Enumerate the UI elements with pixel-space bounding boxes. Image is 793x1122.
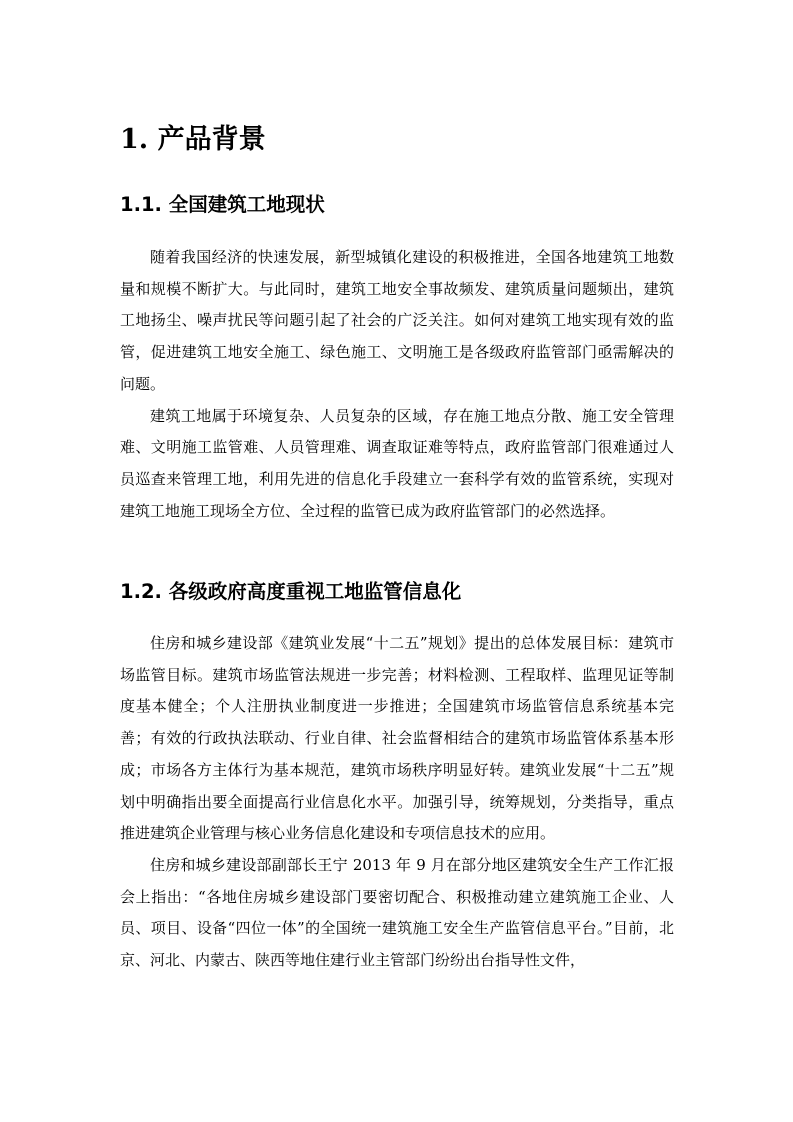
paragraph: 住房和城乡建设部副部长王宁 2013 年 9 月在部分地区建筑安全生产工作汇报会上指出：“各地住房城乡建设部门要密切配合、积极推动建立建筑施工企业、人员、项目、设备“四位一体”的全国统一建筑施工安全生产监管信息平台。”目前，北京、河北、内蒙古、陕西等地住建行业主管部门纷纷出台指导性文件， xyxy=(120,855,674,970)
section-heading-1-1: 1.1. 全国建筑工地现状 xyxy=(120,193,325,216)
section-body-1-1 xyxy=(120,242,674,527)
paragraph: 建筑工地属于环境复杂、人员复杂的区域，存在施工地点分散、施工安全管理难、文明施工监管难、人员管理难、调查取证难等特点，政府监管部门很难通过人员巡查来管理工地，利用先进的信息化手段建立一套科学有效的监管系统，实现对建筑工地施工现场全方位、全过程的监管已成为政府监管部门的必然选择。 xyxy=(120,406,674,520)
chapter-title: 1. 产品背景 xyxy=(120,124,266,155)
paragraph: 住房和城乡建设部《建筑业发展“十二五”规划》提出的总体发展目标：建筑市场监管目标。建筑市场监管法规进一步完善；材料检测、工程取样、监理见证等制度基本健全；个人注册执业制度进一步推进；全国建筑市场监管信息系统基本完善；有效的行政执法联动、行业自律、社会监督相结合的建筑市场监管体系基本形成；市场各方主体行为基本规范，建筑市场秩序明显好转。建筑业发展“十二五”规划中明确指出要全面提高行业信息化水平。加强引导，统筹规划，分类指导，重点推进建筑企业管理与核心业务信息化建设和专项信息技术的应用。 xyxy=(120,634,674,843)
paragraph: 随着我国经济的快速发展，新型城镇化建设的积极推进，全国各地建筑工地数量和规模不断扩大。与此同时，建筑工地安全事故频发、建筑质量问题频出，建筑工地扬尘、噪声扰民等问题引起了社会的广泛关注。如何对建筑工地实现有效的监管，促进建筑工地安全施工、绿色施工、文明施工是各级政府监管部门亟需解决的问题。 xyxy=(120,248,674,393)
section-heading-1-2: 1.2. 各级政府高度重视工地监管信息化 xyxy=(120,580,462,603)
section-body-1-2 xyxy=(120,628,674,977)
